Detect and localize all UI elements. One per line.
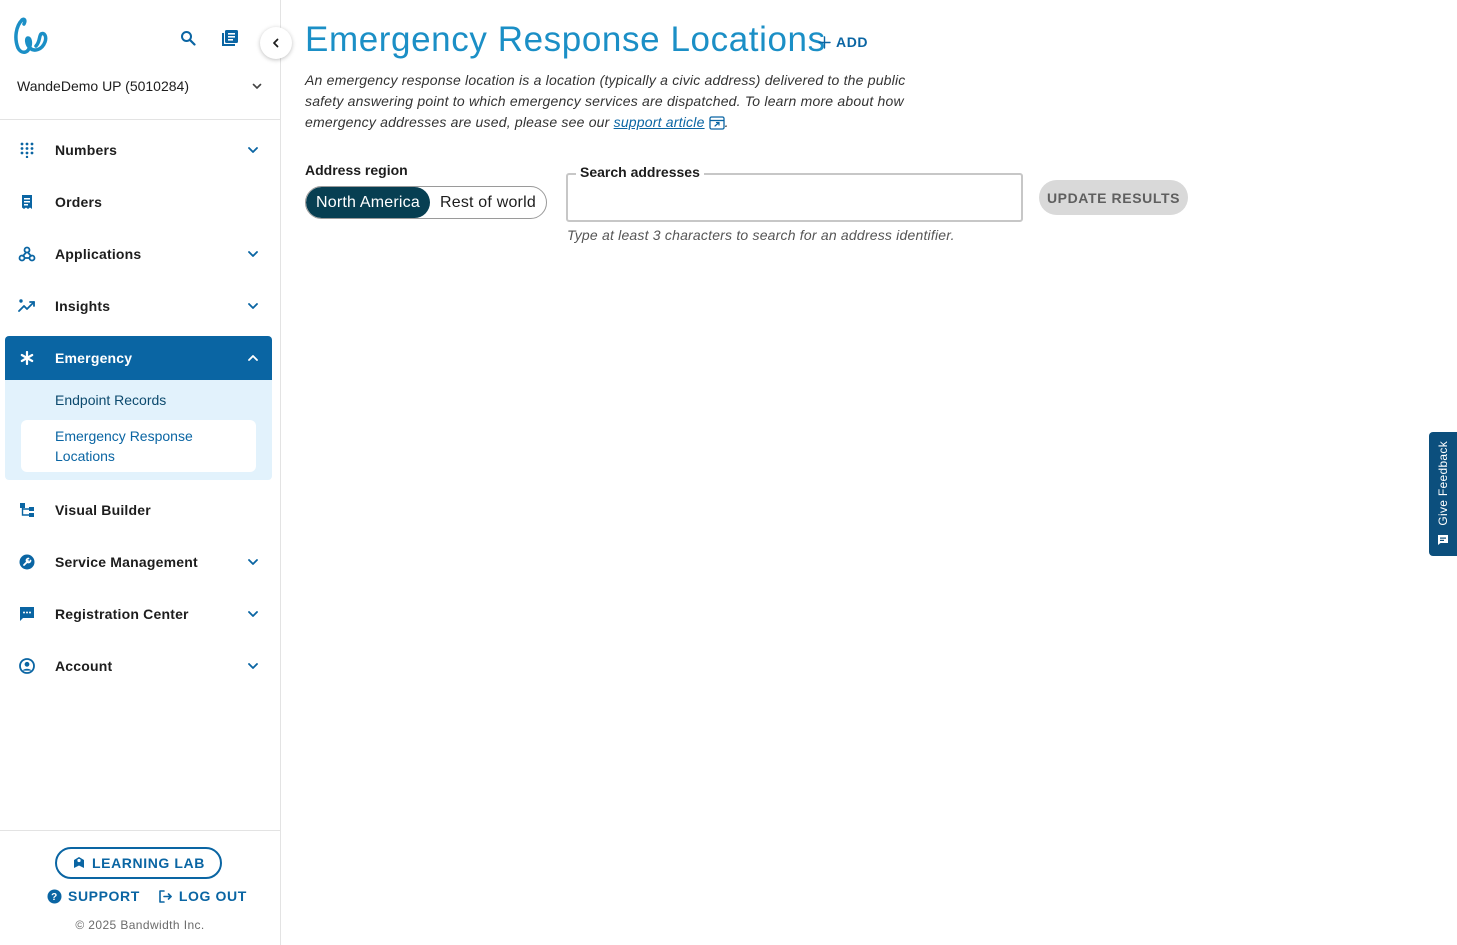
sidebar-item-label: Applications [55, 246, 142, 262]
sidebar-item-service-management[interactable] [5, 540, 272, 584]
give-feedback-label: Give Feedback [1436, 441, 1450, 526]
region-rest-of-world[interactable]: Rest of world [439, 193, 536, 211]
search-addresses-field [566, 164, 1023, 222]
sidebar-item-label: Insights [55, 298, 111, 314]
sidebar-nav [5, 128, 272, 696]
sidebar-item-orders[interactable] [5, 180, 272, 224]
chevron-down-icon [251, 80, 263, 92]
account-name: WandeDemo UP (5010284) [17, 78, 189, 94]
page-title: Emergency Response Locations [305, 20, 826, 59]
bandwidth-logo-icon[interactable] [12, 16, 48, 56]
sidebar-item-registration-center[interactable] [5, 592, 272, 636]
collapse-sidebar-button[interactable] [260, 27, 292, 59]
dialpad-icon [18, 141, 36, 159]
support-label: SUPPORT [68, 888, 140, 904]
sidebar-item-insights[interactable] [5, 284, 272, 328]
svg-text:?: ? [51, 891, 58, 903]
wrench-icon [18, 553, 36, 571]
trend-icon [18, 297, 36, 315]
book-icon [72, 856, 86, 870]
copyright: © 2025 Bandwidth Inc. [75, 918, 205, 932]
learning-lab-button[interactable] [55, 847, 222, 879]
sidebar-item-emergency[interactable] [5, 336, 272, 380]
plus-icon [818, 36, 831, 49]
address-region-toggle [305, 186, 547, 219]
chevron-down-icon [246, 299, 260, 313]
sidebar-item-visual-builder[interactable] [5, 488, 272, 532]
webhook-icon [18, 245, 36, 263]
sidebar-item-label: Account [55, 658, 113, 674]
user-circle-icon [18, 657, 36, 675]
search-addresses-label: Search addresses [576, 164, 704, 180]
update-results-button[interactable]: UPDATE RESULTS [1039, 180, 1188, 215]
sidebar-item-label: Visual Builder [55, 502, 151, 518]
flow-icon [18, 501, 36, 519]
sidebar-divider [0, 119, 280, 120]
feedback-icon [1437, 534, 1449, 546]
sidebar-item-label: Numbers [55, 142, 118, 158]
chevron-down-icon [246, 247, 260, 261]
support-article-link[interactable]: support article [613, 114, 705, 130]
logout-link[interactable] [158, 888, 247, 904]
sidebar-item-label: Emergency [55, 350, 133, 366]
receipt-icon [18, 193, 36, 211]
sidebar [0, 0, 281, 945]
description-end: . [724, 114, 729, 130]
emergency-subnav [5, 380, 272, 480]
search-addresses-input[interactable] [578, 185, 1008, 211]
asterisk-icon [18, 349, 36, 367]
chat-icon [18, 605, 36, 623]
logout-icon [158, 889, 173, 904]
give-feedback-tab[interactable] [1429, 432, 1457, 556]
region-north-america[interactable]: North America [306, 187, 430, 218]
support-link[interactable] [47, 888, 140, 904]
external-link-icon [709, 116, 725, 130]
sidebar-item-label: Service Management [55, 554, 198, 570]
chevron-down-icon [246, 143, 260, 157]
sidebar-subitem-emergency-response-locations[interactable]: Emergency Response Locations [21, 420, 256, 472]
sidebar-item-applications[interactable] [5, 232, 272, 276]
learning-lab-label: LEARNING LAB [92, 855, 205, 871]
chevron-up-icon [246, 351, 260, 365]
page-description [305, 70, 915, 133]
chevron-down-icon [246, 607, 260, 621]
sidebar-item-label: Registration Center [55, 606, 189, 622]
library-books-icon[interactable] [220, 28, 240, 48]
sidebar-item-account[interactable] [5, 644, 272, 688]
search-hint: Type at least 3 characters to search for an address identifier. [567, 227, 955, 243]
sidebar-subitem-endpoint-records[interactable]: Endpoint Records [55, 392, 167, 408]
account-selector[interactable] [17, 74, 263, 98]
add-button[interactable] [818, 34, 868, 50]
sidebar-item-label: Orders [55, 194, 103, 210]
sidebar-item-numbers[interactable] [5, 128, 272, 172]
help-icon [47, 889, 62, 904]
search-icon[interactable] [178, 28, 198, 48]
chevron-down-icon [246, 555, 260, 569]
sidebar-footer-divider [0, 830, 280, 831]
logout-label: LOG OUT [178, 888, 247, 904]
description-text: An emergency response location is a location (typically a civic address) delivered to the public safety answering point to which emergency services are dispatched. To learn more about how emergency addresses are used, please see our [305, 72, 906, 130]
address-region-label: Address region [305, 162, 408, 178]
sidebar-footer-links [47, 888, 247, 904]
chevron-down-icon [246, 659, 260, 673]
chevron-left-icon [271, 38, 281, 48]
add-label: ADD [836, 34, 869, 50]
